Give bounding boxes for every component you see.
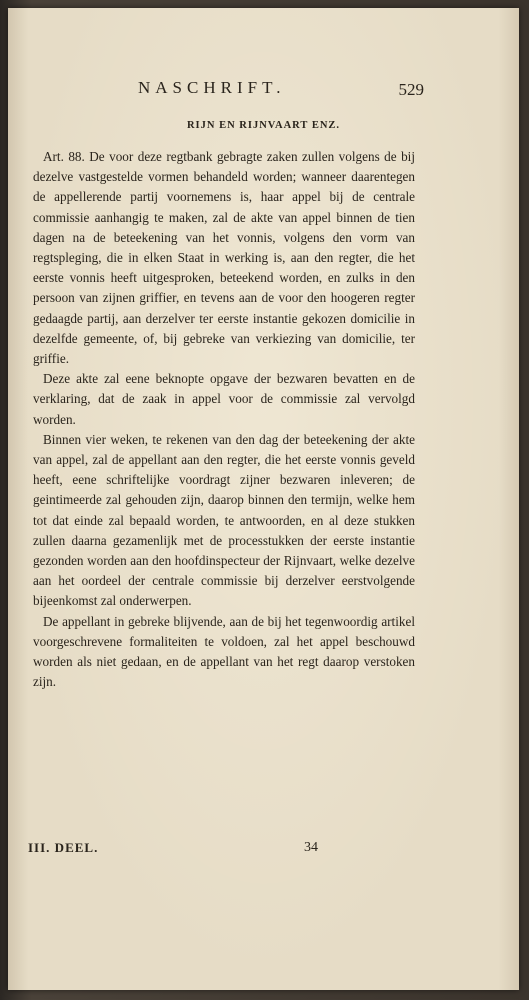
paragraph-appellant-in-gebreke: De appellant in gebreke blijvende, aan de bij het tegenwoordig artikel voorgeschrevene formaliteiten te voldoen, zal het appel beschouwd worden als niet gedaan, en de appellant van het regt daarop verstoken zijn. xyxy=(33,613,415,690)
signature-number: 34 xyxy=(304,840,318,855)
section-subheading: RIJN EN RIJNVAART ENZ. xyxy=(186,120,341,131)
paragraph-article-88: Art. 88. De voor deze regtbank gebragte zaken zullen volgens de bij dezelve vastgestelde vormen behandeld worden; wanneer daarentegen de appellerende partij voornemens is, haar appel bij de centrale commissie aanhangig te maken, zal de akte van appel binnen de tien dagen na de beteekening van het vonnis, volgens den vorm van regtspleging, die in elken Staat in werking is, aan den regter, die het eerste vonnis heeft uitgesproken, beteekend worden, en zulks in den persoon van zijnen griffier, en tevens aan de voor den hoogeren regter gedaagde partij, aan derzelver ter eerste instantie gekozen domicilie in dezelfde gemeente, of, bij gebreke van verkiezing van domicilie, ter griffie. xyxy=(33,149,415,367)
paragraph-akte: Deze akte zal eene beknopte opgave der bezwaren bevatten en de verklaring, dat de zaak in appel voor de commissie zal vervolgd worden. xyxy=(33,371,415,427)
running-head-title: NASCHRIFT. xyxy=(138,78,286,97)
book-page xyxy=(8,8,519,990)
page-number: 529 xyxy=(398,80,424,99)
signature-mark: III. DEEL. xyxy=(28,840,99,855)
body-text xyxy=(33,147,415,692)
paragraph-binnen-vier-weken: Binnen vier weken, te rekenen van den dag der beteekening der akte van appel, zal de appellant aan den regter, die het eerste vonnis geveld heeft, eene schriftelijke voordragt zijner bezwaren inleveren; de geintimeerde zal gehouden zijn, daarop binnen den termijn, welke hem tot dat einde zal bepaald worden, te antwoorden, en al deze stukken zullen daarna gezamenlijk met de processtukken der eerste instantie gezonden worden aan den hoofdinspecteur der Rijnvaart, welke dezelve aan het oordeel der centrale commissie bij derzelver eerstvolgende bijeenkomst zal onderwerpen. xyxy=(33,431,415,609)
running-head xyxy=(8,78,519,102)
